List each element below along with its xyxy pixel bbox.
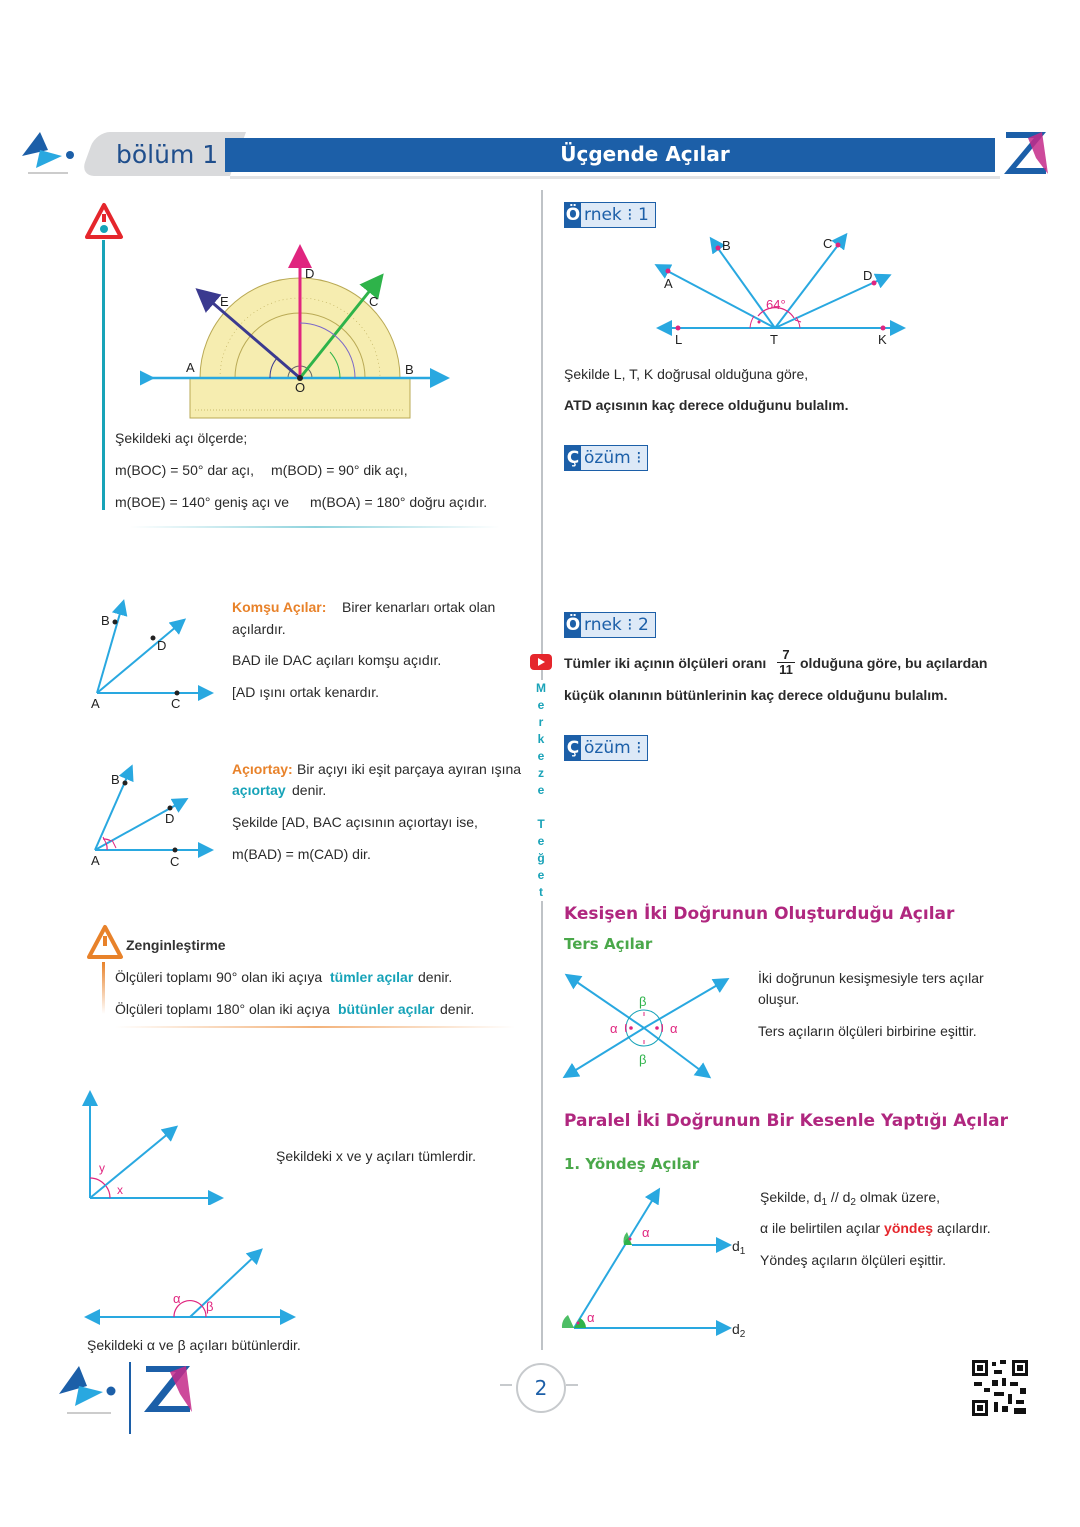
badge-rest: özüm ⁝ — [584, 738, 642, 758]
label-t: T — [770, 332, 778, 347]
enrichment-bar — [102, 962, 105, 1014]
protractor-bod: m(BOD) = 90° dik açı, — [271, 462, 408, 478]
letter: e — [537, 698, 545, 712]
complementary-figure — [80, 1090, 230, 1205]
label-beta-bottom: β — [639, 1052, 647, 1067]
zengin-title: Zenginleştirme — [126, 937, 226, 953]
chapter-label: bölüm 1 — [116, 140, 219, 169]
letter: e — [537, 868, 545, 882]
komsu-title: Komşu Açılar: — [232, 599, 327, 615]
paralel-title: Paralel İki Doğrunun Bir Kesenle Yaptığı Açılar — [564, 1111, 1009, 1131]
header-underline — [230, 176, 1000, 179]
badge-rest: rnek ⁝ 1 — [584, 205, 649, 225]
komsu-text2: açılardır. — [232, 621, 286, 637]
solution-2-badge — [564, 735, 648, 761]
label-c: C — [369, 294, 379, 309]
zengin-l2a: Ölçüleri toplamı 180° olan iki açıya — [115, 1001, 330, 1017]
label-e: E — [220, 294, 229, 309]
video-play-icon[interactable] — [530, 654, 552, 670]
merkeze-teget-vertical-label — [535, 680, 547, 901]
paralel-text2: α ile belirtilen açılar yöndeş açılardır. — [760, 1220, 991, 1236]
example-1-badge — [564, 202, 656, 228]
protractor-boc: m(BOC) = 50° dar açı, — [115, 462, 255, 478]
solution-1-badge — [564, 445, 648, 471]
qr-code[interactable] — [970, 1358, 1030, 1418]
fraction-numerator: 7 — [777, 648, 795, 663]
paralel-text1: Şekilde, $d_1 // d_2$ olmak üzere, — [760, 1189, 941, 1208]
label-alpha: α — [173, 1291, 181, 1306]
aciortay-text2: denir. — [292, 782, 327, 798]
footer-z-logo — [142, 1362, 196, 1414]
zengin-l2c: denir. — [440, 1001, 475, 1017]
aciortay-text3: Şekilde [AD, BAC açısının açıortayı ise, — [232, 814, 478, 830]
letter: e — [537, 783, 545, 797]
zengin-l1b: tümler açılar — [330, 969, 414, 985]
page-title: Üçgende Açılar — [560, 142, 730, 166]
label-a: A — [91, 696, 100, 711]
zengin-l2b: bütünler açılar — [338, 1001, 435, 1017]
page-badge-rays-right — [566, 1384, 578, 1386]
letter: r — [538, 715, 544, 729]
label-d: D — [863, 268, 873, 283]
label-beta-top: β — [639, 994, 647, 1009]
page-badge-rays-left — [500, 1384, 512, 1386]
adjacent-angles-figure — [85, 595, 215, 715]
ornek2-text2: küçük olanının bütünlerinin kaç derece olduğunu bulalım. — [564, 687, 948, 703]
label-a: A — [186, 360, 195, 375]
supplementary-figure — [80, 1245, 300, 1325]
vertical-angles-figure — [560, 970, 735, 1085]
label-d: D — [305, 266, 315, 281]
badge-cap: Ö — [565, 615, 581, 635]
label-l: L — [675, 332, 683, 347]
example-1-figure — [650, 230, 915, 350]
komsu-text3: BAD ile DAC açıları komşu açıdır. — [232, 652, 442, 668]
label-alpha-left: α — [610, 1021, 618, 1036]
letter: z — [538, 766, 544, 780]
fraction-denominator: 11 — [779, 662, 793, 677]
corresponding-angles-figure — [560, 1185, 755, 1340]
komsu-text1: Birer kenarları ortak olan — [342, 599, 496, 615]
label-alpha-top: α — [642, 1225, 650, 1240]
line-label-d1: $d_1$ — [732, 1238, 746, 1257]
page-number-badge — [516, 1363, 566, 1413]
badge-rest: özüm ⁝ — [584, 448, 642, 468]
label-d: D — [157, 638, 167, 653]
label-d: D — [165, 811, 175, 826]
enrichment-icon — [86, 924, 124, 964]
label-b: B — [405, 362, 414, 377]
divider-line — [115, 1026, 515, 1028]
label-b: B — [722, 238, 731, 253]
note-bar — [102, 240, 105, 510]
letter: k — [537, 732, 545, 746]
label-b: B — [111, 772, 120, 787]
label-alpha-right: α — [670, 1021, 678, 1036]
label-k: K — [878, 332, 887, 347]
ornek2-text1b: olduğuna göre, bu açılardan — [800, 655, 988, 671]
paralel-sub: 1. Yöndeş Açılar — [564, 1155, 700, 1173]
kesisen-text2: oluşur. — [758, 991, 800, 1007]
letter: M — [536, 681, 546, 695]
fraction — [777, 648, 795, 677]
badge-rest: rnek ⁝ 2 — [584, 615, 649, 635]
letter: e — [537, 749, 545, 763]
label-c: C — [823, 236, 833, 251]
protractor-figure — [140, 240, 460, 430]
komsu-text4: [AD ışını ortak kenardır. — [232, 684, 380, 700]
label-beta: β — [206, 1299, 214, 1314]
zengin-l1a: Ölçüleri toplamı 90° olan iki açıya — [115, 969, 323, 985]
kesisen-text1: İki doğrunun kesişmesiyle ters açılar — [758, 970, 984, 986]
example-2-badge — [564, 612, 656, 638]
divider-line — [130, 526, 500, 528]
footer-publisher-logo — [55, 1360, 119, 1418]
paralel-text3: Yöndeş açıların ölçüleri eşittir. — [760, 1252, 946, 1268]
label-c: C — [170, 854, 180, 869]
ornek1-text2: ATD açısının kaç derece olduğunu bulalım. — [564, 397, 849, 413]
letter: ğ — [537, 851, 545, 865]
label-y: y — [99, 1161, 105, 1175]
label-o: O — [295, 380, 306, 395]
label-x: x — [117, 1183, 123, 1197]
tumler-text: Şekildeki x ve y açıları tümlerdir. — [276, 1148, 476, 1164]
zengin-l1c: denir. — [418, 969, 453, 985]
ornek2-text1a: Tümler iki açının ölçüleri oranı — [564, 655, 767, 671]
label-b: B — [101, 613, 110, 628]
page-number: 2 — [534, 1376, 548, 1400]
kesisen-title: Kesişen İki Doğrunun Oluşturduğu Açılar — [564, 904, 955, 924]
label-a: A — [664, 276, 673, 291]
ornek1-text1: Şekilde L, T, K doğrusal olduğuna göre, — [564, 366, 809, 382]
kesisen-text3: Ters açıların ölçüleri birbirine eşittir. — [758, 1023, 977, 1039]
badge-cap: Ç — [566, 448, 580, 468]
warning-icon — [84, 202, 124, 242]
letter: t — [539, 885, 543, 899]
footer-divider — [129, 1362, 131, 1434]
publisher-logo — [18, 128, 78, 178]
aciortay-text1: Bir açıyı iki eşit parçaya ayıran ışına — [297, 761, 522, 777]
aciortay-title: Açıortay: — [232, 761, 293, 777]
badge-cap: Ö — [565, 205, 581, 225]
bisector-figure — [85, 760, 215, 870]
aciortay-text4: m(BAD) = m(CAD) dir. — [232, 846, 371, 862]
z-brand-logo — [1002, 128, 1052, 176]
butunler-text: Şekildeki α ve β açıları bütünlerdir. — [87, 1337, 301, 1353]
label-a: A — [91, 853, 100, 868]
protractor-boa: m(BOA) = 180° doğru açıdır. — [310, 494, 488, 510]
line-label-d2: $d_2$ — [732, 1321, 746, 1340]
protractor-boe: m(BOE) = 140° geniş açı ve — [115, 494, 290, 510]
aciortay-word: açıortay — [232, 782, 286, 798]
protractor-intro: Şekildeki açı ölçerde; — [115, 430, 248, 446]
kesisen-sub: Ters Açılar — [564, 935, 653, 953]
angle-label: 64° — [766, 297, 786, 312]
letter: T — [537, 817, 545, 831]
badge-cap: Ç — [566, 738, 580, 758]
label-c: C — [171, 696, 181, 711]
label-alpha-bottom: α — [587, 1310, 595, 1325]
letter: e — [537, 834, 545, 848]
